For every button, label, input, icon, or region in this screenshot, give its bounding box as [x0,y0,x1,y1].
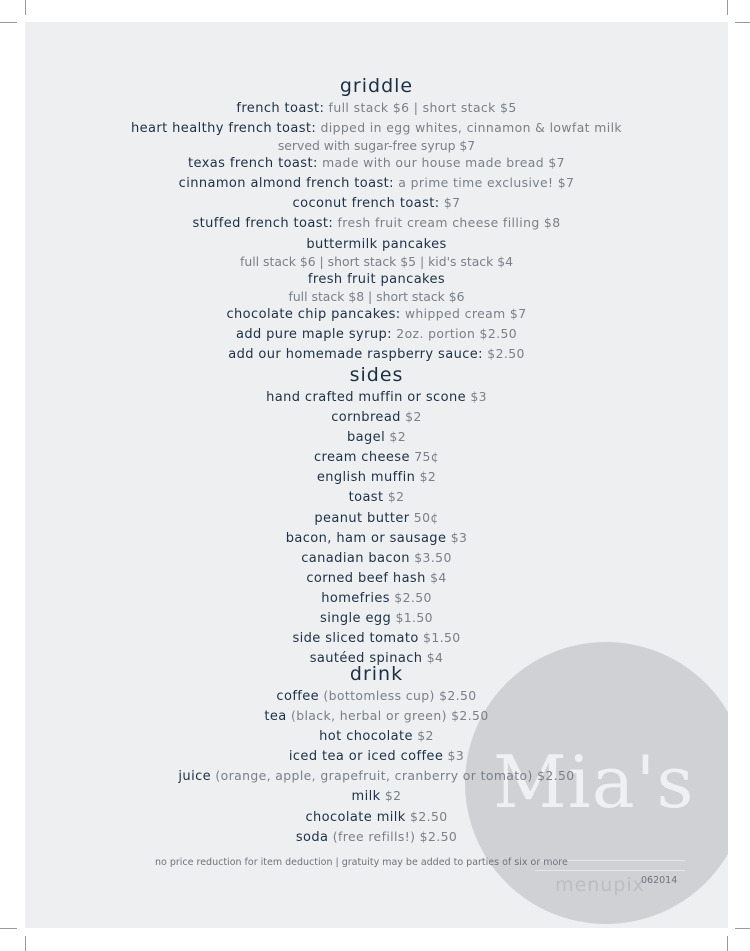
section-title-sides: sides [349,364,404,386]
menu-item-name: fresh fruit pancakes [307,271,446,287]
menu-item [25,387,728,407]
menu-item-desc: $7 [439,195,461,211]
menu-item [25,487,728,507]
menu-item-name: french toast: [236,101,325,116]
menu-item-desc: $4 [422,650,444,666]
menu-item-desc: fresh fruit cream cheese filling $8 [333,215,561,231]
menu-item-name: chocolate chip pancakes: [226,306,401,322]
menu-item-desc: 50¢ [409,509,439,525]
menu-item-sub: served with sugar-free syrup $7 [277,138,476,154]
crop-mark [25,0,26,15]
menu-item-name: toast [348,490,384,506]
menu-item [25,588,728,608]
menu-item [25,304,728,324]
menu-item [25,827,728,847]
menu-item [25,807,728,827]
menu-item [25,269,728,289]
menu-item-name: coconut french toast: [292,196,440,212]
menu-item-name: homefries [321,590,390,606]
watermark-sub: menupix [555,874,645,896]
crop-mark [735,928,750,929]
menu-item [25,324,728,344]
menu-item-name: heart healthy french toast: [130,121,317,137]
menu-item [25,608,728,628]
watermark-rule [535,870,685,871]
menu-item-desc: (free refills!) $2.50 [328,828,458,844]
menu-item-desc: $2 [412,728,434,744]
menu-item-desc: (bottomless cup) $2.50 [319,688,477,703]
menu-item-desc: $3.50 [409,549,452,565]
menu-item [25,766,728,786]
menu-item-name: milk [351,789,381,805]
menu-item-name: bacon, ham or sausage [285,530,447,546]
menu-item-name: juice [178,769,212,785]
menu-item-name: texas french toast: [188,156,318,172]
menu-item-name: hand crafted muffin or scone [266,390,466,405]
menu-item-name: sautéed spinach [309,651,423,667]
menu-item-name: cream cheese [313,450,410,466]
menu-item-desc: $3 [446,529,468,545]
griddle-items [25,98,728,364]
crop-mark [735,22,750,23]
footer-note: no price reduction for item deduction | gratuity may be added to parties of six or more [155,857,568,868]
menu-item-name: soda [295,829,329,845]
menu-item-desc: made with our house made bread $7 [317,155,565,171]
menu-item [25,344,728,364]
section-title-griddle: griddle [339,75,414,97]
menu-item [25,706,728,726]
menu-item-sub: full stack $8 | short stack $6 [288,288,465,304]
menu-item-name: side sliced tomato [292,631,419,647]
crop-mark [727,936,728,951]
drink-section [25,663,728,847]
menu-item-desc: full stack $6 | short stack $5 [324,100,517,115]
menu-item-desc: $2.50 [389,589,432,605]
menu-item-desc: (black, herbal or green) $2.50 [286,708,489,724]
menu-item-name: chocolate milk [305,809,406,825]
menu-item-name: canadian bacon [301,550,410,566]
menu-item-name: buttermilk pancakes [306,236,447,252]
menu-item-desc: whipped cream $7 [400,305,527,321]
menu-item-desc: $2 [380,788,402,804]
crop-mark [0,22,17,23]
menu-item-name: cinnamon almond french toast: [178,176,394,192]
menu-item [25,427,728,447]
menu-item-name: single egg [320,611,392,627]
watermark-logo: Mia's [493,740,695,824]
menu-item-name: hot chocolate [319,729,413,745]
menu-item [25,193,728,213]
menu-item-desc: $2 [400,409,422,425]
menu-item-desc: a prime time exclusive! $7 [393,175,575,191]
sides-section [25,364,728,668]
menu-page [25,22,728,928]
crop-mark [0,928,17,929]
menu-item-name: tea [264,709,287,725]
drink-items [25,686,728,847]
menu-item [25,467,728,487]
menu-item-desc: $4 [425,569,447,585]
menu-item-desc: $2.50 [482,345,525,361]
menu-item [25,746,728,766]
menu-item-desc: (orange, apple, grapefruit, cranberry or tomato) $2.50 [211,768,575,784]
section-title-drink: drink [349,663,404,685]
menu-item [25,173,728,193]
menu-item-name: cornbread [331,410,401,426]
griddle-section [25,75,728,364]
menu-item-name: coffee [276,689,320,704]
menu-item-name: corned beef hash [306,570,426,586]
menu-item-desc: 2oz. portion $2.50 [391,325,518,341]
menu-item-desc: $2.50 [405,808,448,824]
menu-item-desc: $2 [383,489,405,505]
crop-mark [25,936,26,951]
crop-mark [727,0,728,15]
sides-items [25,387,728,668]
menu-item-desc: 75¢ [409,449,440,465]
menu-item [25,234,728,254]
menu-item-name: add pure maple syrup: [235,326,392,342]
menu-item-name: peanut butter [314,510,410,526]
menu-item [25,508,728,528]
footer-code: 062014 [641,875,678,886]
menu-item [25,528,728,548]
menu-item-desc: $3 [443,748,465,764]
menu-item-name: bagel [347,430,386,446]
menu-item-desc: $3 [466,389,487,404]
menu-item [25,548,728,568]
menu-item [25,447,728,467]
menu-item [25,118,728,138]
menu-item-desc: $1.50 [418,630,461,646]
menu-item [25,786,728,806]
menu-item [25,686,728,706]
menu-item [25,407,728,427]
menu-item-desc: $1.50 [391,610,433,626]
menu-item-desc: $2 [415,469,437,485]
menu-item [25,153,728,173]
menu-item-sub: full stack $6 | short stack $5 | kid's stack $4 [239,253,513,269]
menu-item-name: iced tea or iced coffee [288,749,444,765]
menu-item-name: english muffin [316,470,416,486]
menu-item [25,98,728,118]
menu-item-name: add our homemade raspberry sauce: [228,346,483,362]
menu-item [25,213,728,233]
menu-item-desc: $2 [385,429,406,445]
menu-item-name: stuffed french toast: [192,216,334,232]
menu-item [25,628,728,648]
menu-item [25,726,728,746]
menu-item [25,568,728,588]
menu-item-desc: dipped in egg whites, cinnamon & lowfat milk [316,120,623,136]
